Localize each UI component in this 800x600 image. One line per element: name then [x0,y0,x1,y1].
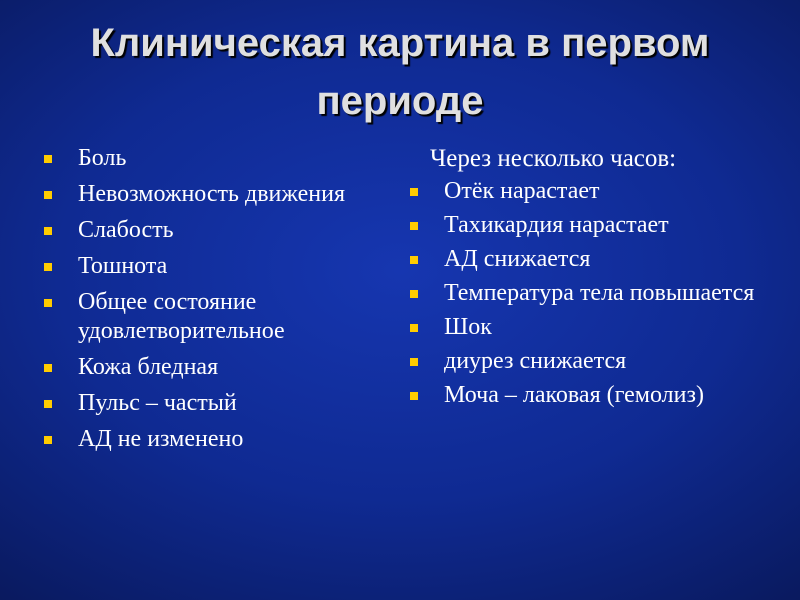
square-bullet-icon [44,191,52,199]
list-item [406,313,786,342]
square-bullet-icon [44,263,52,271]
square-bullet-icon [410,290,418,298]
right-column [406,144,786,415]
list-item-text: Тахикардия нарастает [444,212,669,238]
list-item-text: Тошнота [78,253,168,279]
list-item-text: Пульс – частый [78,390,237,416]
list-item-text: АД не изменено [78,426,244,452]
list-item-text: Слабость [78,217,174,243]
list-item-text: Боль [78,145,127,171]
list-item-text: АД снижается [444,246,591,272]
slide-title: Клиническая картина в первом периоде [90,21,710,123]
left-column [40,144,370,461]
list-item [40,389,370,418]
list-item [406,381,786,410]
list-item [40,288,370,346]
list-item-text: Температура тела повышается [444,280,755,306]
list-item [40,180,370,209]
square-bullet-icon [410,324,418,332]
list-item-text: Кожа бледная [78,354,219,380]
list-item-text: Отёк нарастает [444,178,600,204]
right-bullet-list [406,177,786,410]
square-bullet-icon [410,188,418,196]
list-item-text: Невозможность движения [78,181,346,207]
list-item [406,245,786,274]
square-bullet-icon [410,222,418,230]
square-bullet-icon [410,358,418,366]
square-bullet-icon [44,436,52,444]
square-bullet-icon [44,155,52,163]
list-item [406,279,786,308]
list-item [406,211,786,240]
list-item-text: Общее состояние удовлетворительное [78,289,285,344]
square-bullet-icon [44,400,52,408]
list-item-text: Шок [444,314,492,340]
square-bullet-icon [44,299,52,307]
list-item [40,353,370,382]
list-item [40,216,370,245]
left-bullet-list [40,144,370,454]
square-bullet-icon [44,364,52,372]
list-item [40,252,370,281]
list-item [406,347,786,376]
list-item [40,425,370,454]
square-bullet-icon [44,227,52,235]
list-item-text: диурез снижается [444,348,627,374]
square-bullet-icon [410,256,418,264]
square-bullet-icon [410,392,418,400]
list-item-text: Моча – лаковая (гемолиз) [444,382,704,408]
list-item [40,144,370,173]
right-column-heading: Через несколько часов: [430,145,677,172]
list-item [406,177,786,206]
